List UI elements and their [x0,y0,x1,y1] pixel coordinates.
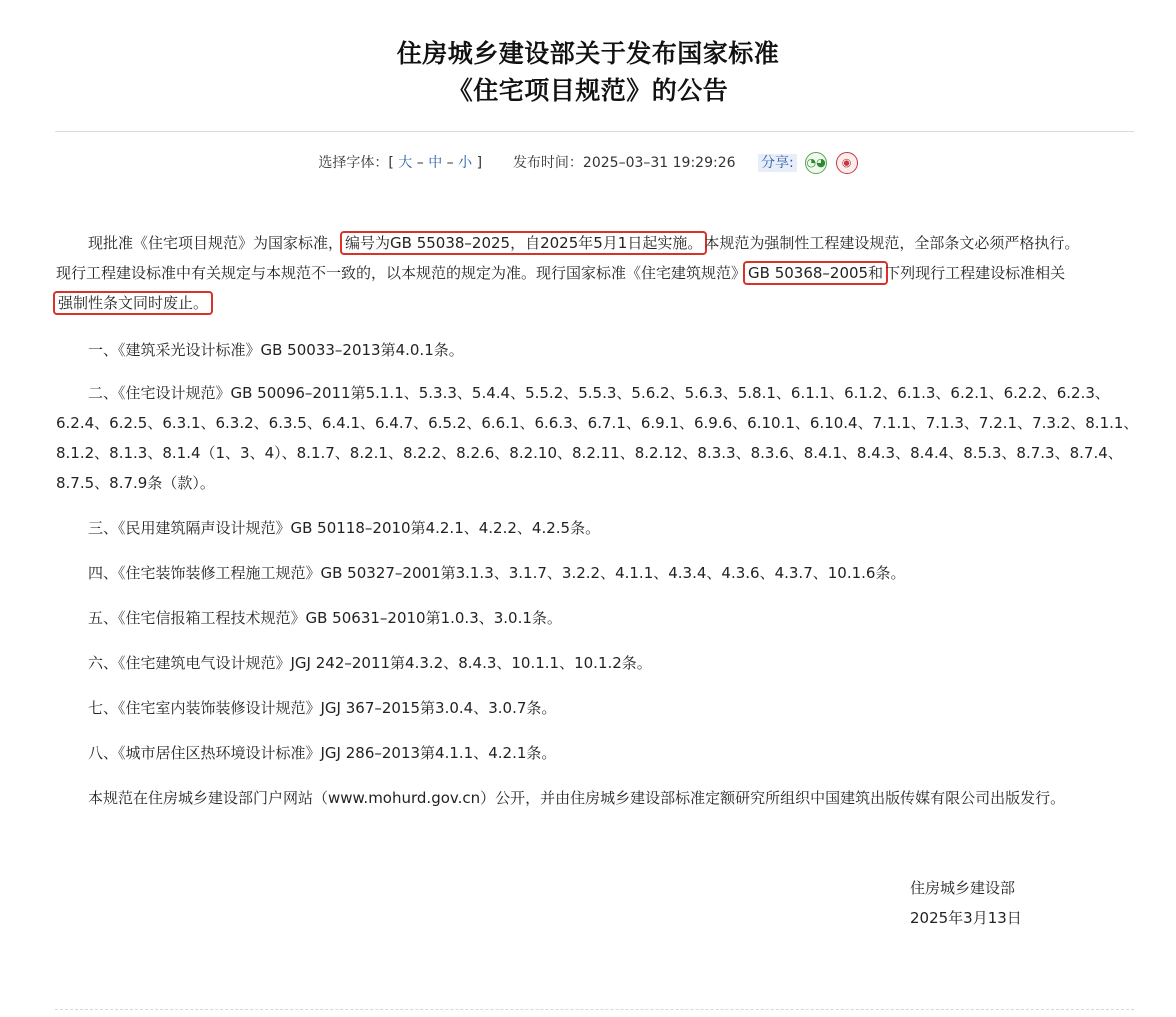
list-item: 二、《住宅设计规范》GB 50096–2011第5.1.1、5.3.3、5.4.4、5.5.2、5.5.3、5.6.2、5.6.3、5.8.1、6.1.1、6.1.2、6.1.3、6.2.1、6.2.2、6.2.3、 [88,384,1110,402]
top-divider [55,131,1134,132]
font-sep: – [442,155,459,171]
font-large-link[interactable]: 大 [398,155,413,171]
intro-text: 本规范为强制性工程建设规范，全部条文必须严格执行。 [704,234,1080,252]
intro-text: 现批准《住宅项目规范》为国家标准， [88,234,344,252]
intro-line-2 [56,262,1065,283]
list-item-continued: 6.2.4、6.2.5、6.3.1、6.3.2、6.3.5、6.4.1、6.4.7、6.5.2、6.6.1、6.6.3、6.7.1、6.9.1、6.9.6、6.10.1、6.10.4、7.1.1、7.1.3、7.2.1、7.3.2、8.1.1、 [56,414,1139,432]
intro-line-3 [56,292,210,313]
list-item: 七、《住宅室内装饰装修设计规范》JGJ 367–2015第3.0.4、3.0.7条。 [88,699,557,717]
list-item: 六、《住宅建筑电气设计规范》JGJ 242–2011第4.3.2、8.4.3、10.1.1、10.1.2条。 [88,654,652,672]
publication-note: 本规范在住房城乡建设部门户网站（www.mohurd.gov.cn）公开，并由住房城乡建设部标准定额研究所组织中国建筑出版传媒有限公司出版发行。 [88,789,1066,807]
page-title-line2: 《住宅项目规范》的公告 [447,76,729,105]
page-title-line1: 住房城乡建设部关于发布国家标准 [396,39,780,68]
list-item: 一、《建筑采光设计标准》GB 50033–2013第4.0.1条。 [88,341,464,359]
intro-line-1 [88,232,1079,253]
weibo-share-icon[interactable]: ◉ [836,152,858,174]
list-item: 四、《住宅装饰装修工程施工规范》GB 50327–2001第3.1.3、3.1.7、3.2.2、4.1.1、4.3.4、4.3.6、4.3.7、10.1.6条。 [88,564,906,582]
bottom-divider [55,1009,1134,1010]
wechat-share-icon[interactable]: ◔◕ [805,152,827,174]
highlight-box-abolished-clauses: 强制性条文同时废止。 [53,291,213,315]
list-item: 八、《城市居住区热环境设计标准》JGJ 286–2013第4.1.1、4.2.1条。 [88,744,557,762]
signature-org: 住房城乡建设部 [910,879,1016,897]
font-small-link[interactable]: 小 [458,155,473,171]
list-item-continued: 8.7.5、8.7.9条（款）。 [56,474,215,492]
list-item: 三、《民用建筑隔声设计规范》GB 50118–2010第4.2.1、4.2.2、4.2.5条。 [88,519,601,537]
list-item: 五、《住宅信报箱工程技术规范》GB 50631–2010第1.0.3、3.0.1条。 [88,609,562,627]
meta-bar [0,152,1176,174]
font-select-close: ] [476,155,483,171]
highlight-box-standard-number: 编号为GB 55038–2025，自2025年5月1日起实施。 [340,231,707,255]
intro-text: 下列现行工程建设标准相关 [885,264,1066,282]
font-sep: – [412,155,429,171]
signature-date: 2025年3月13日 [910,909,1022,927]
font-select-label: 选择字体：[ [318,155,394,171]
highlight-box-abolished-standard: GB 50368–2005和 [743,261,888,285]
share-label: 分享: [758,154,797,172]
intro-text: 现行工程建设标准中有关规定与本规范不一致的，以本规范的规定为准。现行国家标准《住宅建筑规范》 [56,264,747,282]
list-item-continued: 8.1.2、8.1.3、8.1.4（1、3、4）、8.1.7、8.2.1、8.2.2、8.2.6、8.2.10、8.2.11、8.2.12、8.3.3、8.3.6、8.4.1、8.4.3、8.4.4、8.5.3、8.7.3、8.7.4、 [56,444,1123,462]
publish-time: 发布时间：2025–03–31 19:29:26 [512,155,736,171]
font-medium-link[interactable]: 中 [428,155,443,171]
